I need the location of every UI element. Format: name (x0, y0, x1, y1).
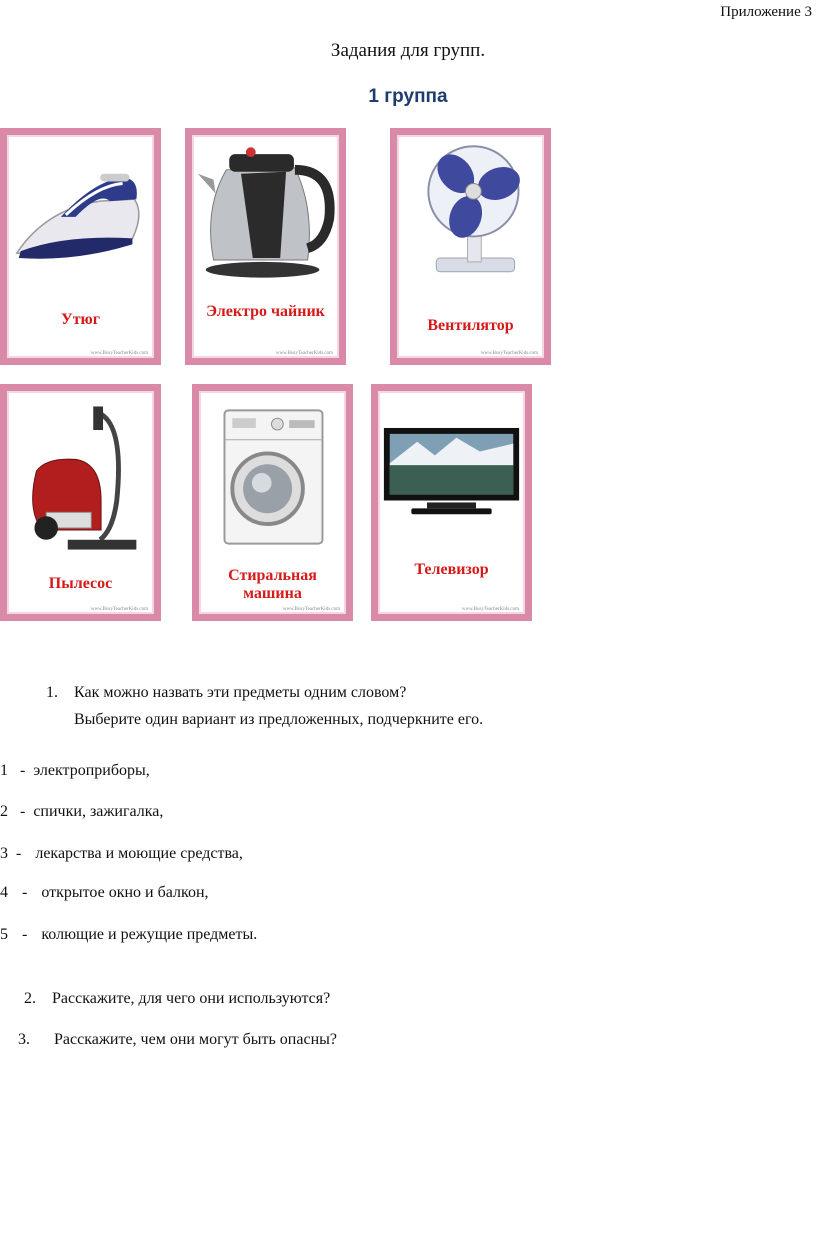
question-1-instruction: Выберите один вариант из предложенных, подчеркните его. (74, 711, 484, 728)
option-number: 2 (0, 803, 8, 820)
option-dash: - (20, 762, 26, 779)
card-washing-machine (192, 384, 353, 621)
option-5 (0, 926, 257, 944)
card-label-tv: Телевизор (414, 561, 489, 578)
option-dash: - (22, 926, 28, 943)
option-dash: - (20, 803, 26, 820)
question-2 (24, 990, 330, 1008)
card-label-vacuum: Пылесос (48, 575, 113, 592)
washing-machine-icon (199, 401, 346, 551)
card-site: www.BusyTeacherKids.com (90, 607, 148, 612)
option-4 (0, 884, 209, 902)
page-title: Задания для групп. (330, 40, 486, 61)
option-text: спички, зажигалка, (33, 803, 164, 820)
question-3 (18, 1031, 337, 1049)
card-iron (0, 128, 161, 365)
question-2-number: 2. (24, 990, 36, 1007)
option-3 (0, 845, 243, 863)
option-text: колющие и режущие предметы. (41, 926, 258, 943)
question-3-number: 3. (18, 1031, 30, 1048)
tv-icon (378, 421, 525, 531)
option-number: 4 (0, 884, 8, 901)
card-kettle (185, 128, 346, 365)
question-1 (46, 684, 406, 702)
option-number: 1 (0, 762, 8, 779)
option-text: лекарства и моющие средства, (35, 845, 243, 862)
card-label-fan: Вентилятор (427, 317, 514, 334)
group-heading: 1 группа (368, 86, 448, 107)
question-3-text: Расскажите, чем они могут быть опасны? (54, 1031, 337, 1048)
card-tv (371, 384, 532, 621)
card-label-washing-machine: Стиральная машина (228, 567, 317, 602)
question-1-number: 1. (46, 684, 58, 701)
option-dash: - (22, 884, 28, 901)
iron-icon (7, 139, 154, 279)
question-1-text: Как можно назвать эти предметы одним словом? (74, 684, 407, 701)
option-text: электроприборы, (33, 762, 150, 779)
card-site: www.BusyTeacherKids.com (90, 351, 148, 356)
card-fan (390, 128, 551, 365)
option-number: 3 (0, 845, 8, 862)
option-text: открытое окно и балкон, (41, 884, 209, 901)
vacuum-icon (7, 401, 154, 556)
option-number: 5 (0, 926, 8, 943)
card-label-iron: Утюг (60, 311, 101, 328)
option-2 (0, 803, 163, 821)
card-label-kettle: Электро чайник (206, 303, 325, 320)
option-dash: - (16, 845, 22, 862)
card-site: www.BusyTeacherKids.com (480, 351, 538, 356)
question-2-text: Расскажите, для чего они используются? (52, 990, 331, 1007)
card-site: www.BusyTeacherKids.com (282, 607, 340, 612)
card-site: www.BusyTeacherKids.com (275, 351, 333, 356)
card-site: www.BusyTeacherKids.com (461, 607, 519, 612)
option-1 (0, 762, 150, 780)
fan-icon (397, 139, 544, 279)
appendix-label: Приложение 3 (720, 4, 812, 20)
card-vacuum (0, 384, 161, 621)
kettle-icon (192, 139, 339, 279)
